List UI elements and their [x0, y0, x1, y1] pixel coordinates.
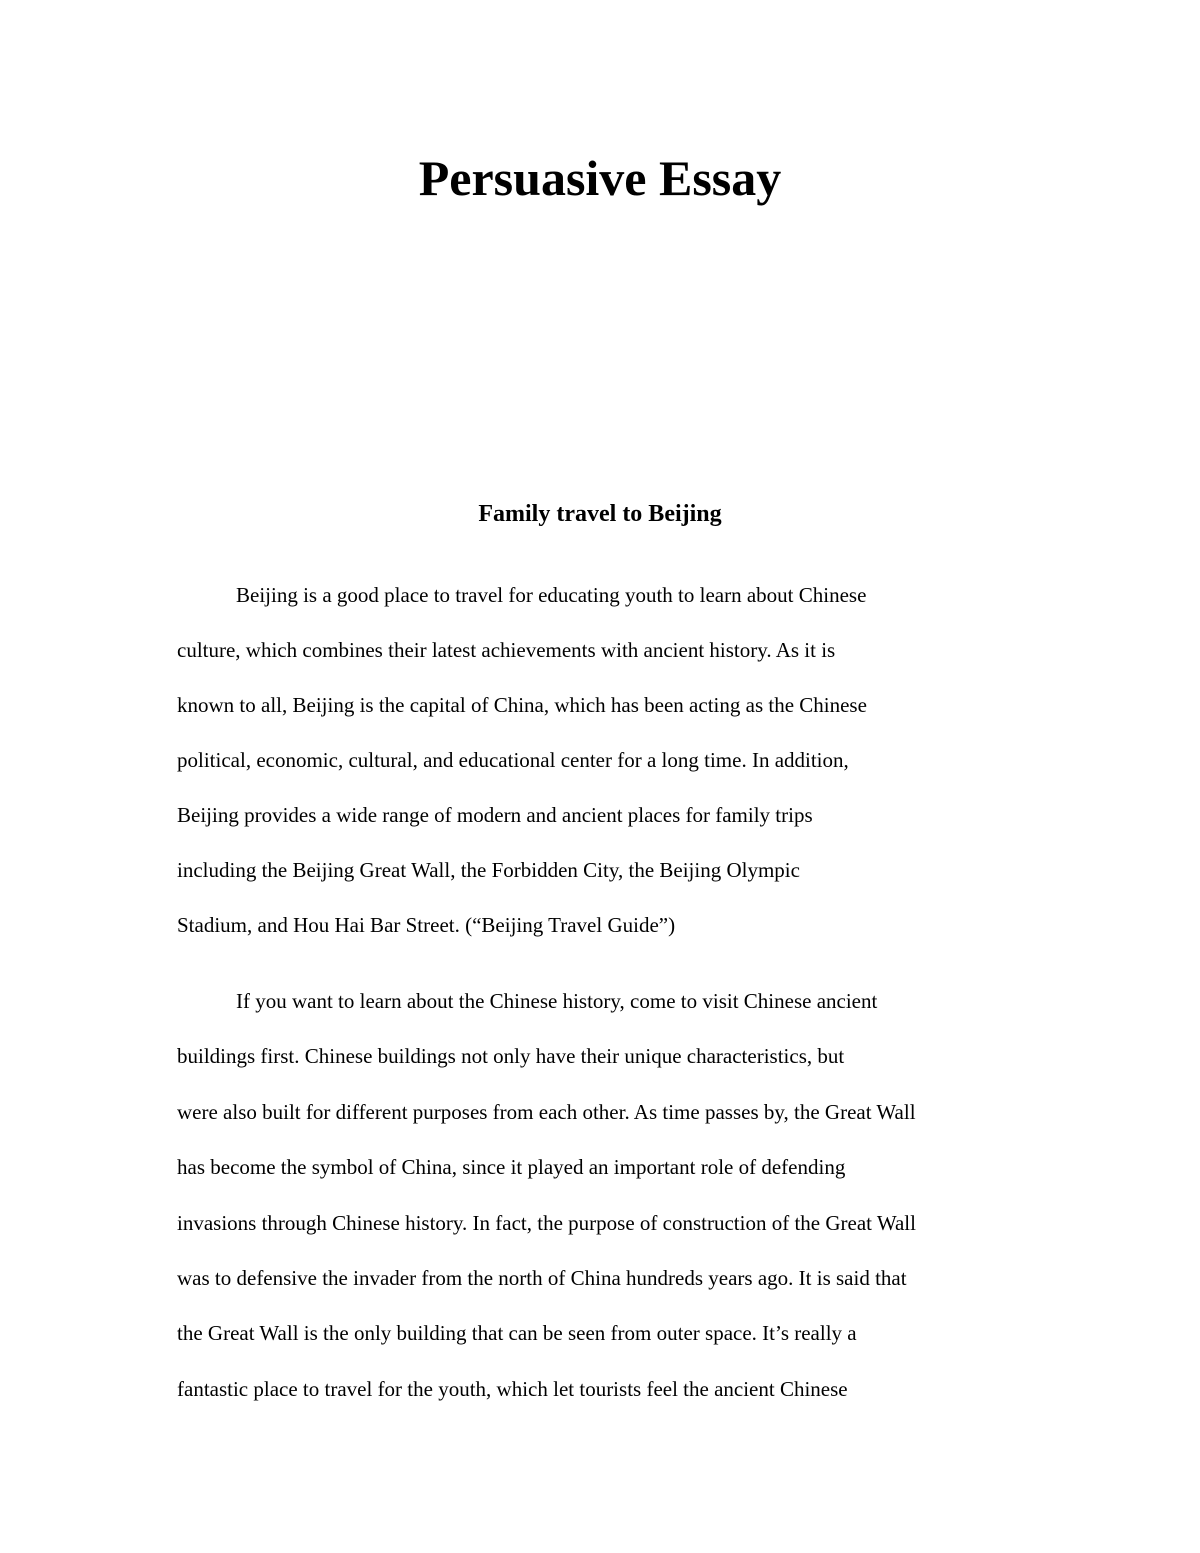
paragraph-line: was to defensive the invader from the north of China hundreds years ago. It is said that — [177, 1266, 907, 1290]
paragraph-line: has become the symbol of China, since it played an important role of defending — [177, 1155, 846, 1179]
essay-title: Persuasive Essay — [418, 150, 782, 206]
paragraph-line: Beijing provides a wide range of modern and ancient places for family trips — [177, 803, 813, 827]
paragraph-line: invasions through Chinese history. In fact, the purpose of construction of the Great Wall — [177, 1211, 916, 1235]
paragraph-line: including the Beijing Great Wall, the Forbidden City, the Beijing Olympic — [177, 858, 800, 882]
paragraph-line: buildings first. Chinese buildings not only have their unique characteristics, but — [177, 1044, 845, 1068]
paragraph-line: political, economic, cultural, and educational center for a long time. In addition, — [177, 748, 849, 772]
paragraph-line: culture, which combines their latest achievements with ancient history. As it is — [177, 638, 836, 662]
essay-subtitle: Family travel to Beijing — [478, 501, 722, 527]
paragraph-line: the Great Wall is the only building that can be seen from outer space. It’s really a — [177, 1321, 857, 1345]
paragraph-line: Beijing is a good place to travel for educating youth to learn about Chinese — [236, 583, 867, 607]
paragraph-line: If you want to learn about the Chinese history, come to visit Chinese ancient — [236, 989, 878, 1013]
paragraph-line: were also built for different purposes from each other. As time passes by, the Great Wall — [177, 1100, 916, 1124]
paragraph-line: known to all, Beijing is the capital of China, which has been acting as the Chinese — [177, 693, 867, 717]
paragraph-line: fantastic place to travel for the youth, which let tourists feel the ancient Chinese — [177, 1377, 848, 1401]
paragraph-line: Stadium, and Hou Hai Bar Street. (“Beijing Travel Guide”) — [177, 913, 676, 937]
